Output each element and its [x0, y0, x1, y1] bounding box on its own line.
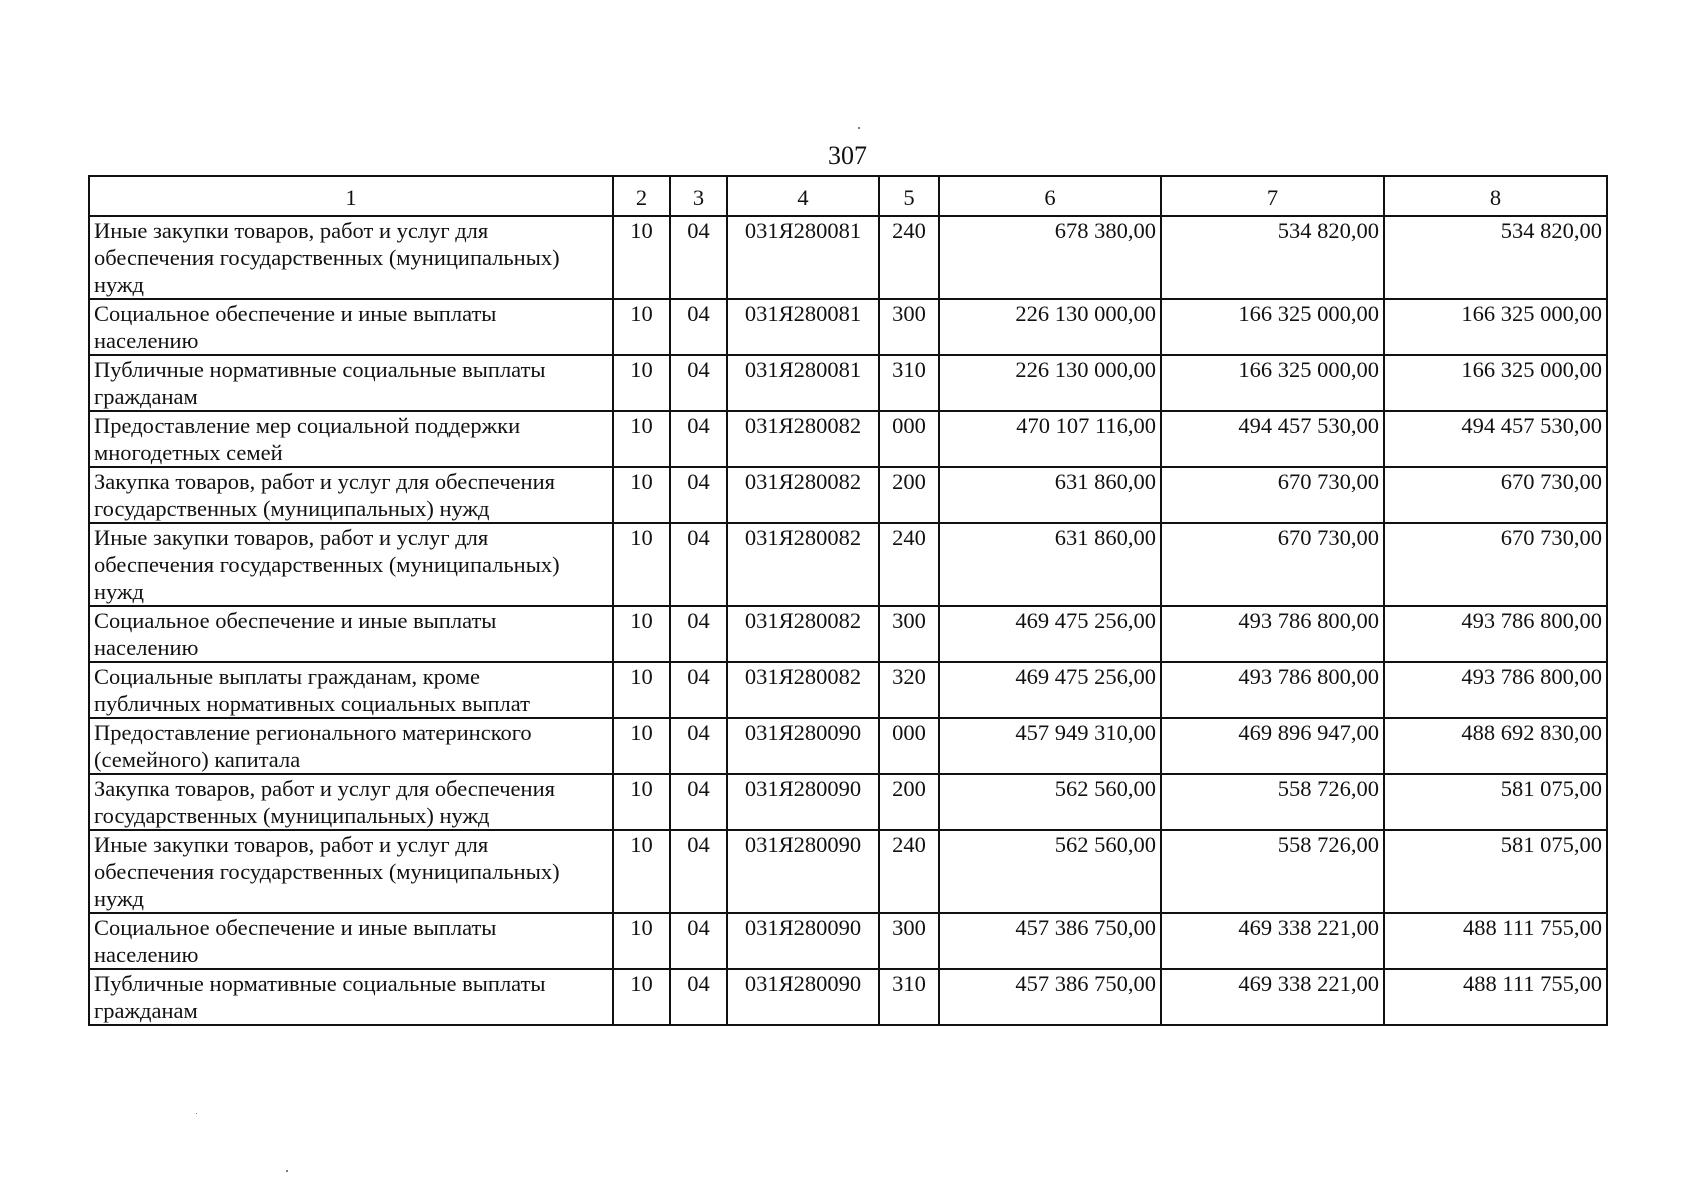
column-number: 6: [939, 176, 1161, 216]
table-row: [89, 718, 1607, 774]
amount-col6: 457 949 310,00: [939, 718, 1161, 774]
amount-col7: 469 338 221,00: [1161, 969, 1384, 1025]
scan-speck: [858, 127, 860, 129]
row-name: Предоставление регионального материнского (семейного) капитала: [89, 718, 613, 774]
amount-col7: 469 896 947,00: [1161, 718, 1384, 774]
row-name: Социальное обеспечение и иные выплаты населению: [89, 913, 613, 969]
expense-type-code: 320: [879, 662, 939, 718]
amount-col7: 558 726,00: [1161, 774, 1384, 830]
section-code: 10: [613, 523, 670, 606]
row-name: Закупка товаров, работ и услуг для обеспечения государственных (муниципальных) нужд: [89, 467, 613, 523]
row-name: Иные закупки товаров, работ и услуг для обеспечения государственных (муниципальных) нужд: [89, 830, 613, 913]
column-number: 3: [670, 176, 727, 216]
amount-col8: 670 730,00: [1384, 467, 1607, 523]
expense-type-code: 240: [879, 830, 939, 913]
table-row: [89, 662, 1607, 718]
amount-col8: 166 325 000,00: [1384, 355, 1607, 411]
column-number: 7: [1161, 176, 1384, 216]
expense-type-code: 300: [879, 913, 939, 969]
section-code: 10: [613, 355, 670, 411]
table-row: [89, 299, 1607, 355]
amount-col8: 581 075,00: [1384, 830, 1607, 913]
row-name: Публичные нормативные социальные выплаты гражданам: [89, 969, 613, 1025]
target-article-code: 031Я280090: [727, 830, 879, 913]
column-number: 1: [89, 176, 613, 216]
amount-col8: 494 457 530,00: [1384, 411, 1607, 467]
column-number: 5: [879, 176, 939, 216]
amount-col7: 493 786 800,00: [1161, 662, 1384, 718]
section-code: 10: [613, 913, 670, 969]
amount-col6: 457 386 750,00: [939, 969, 1161, 1025]
subsection-code: 04: [670, 774, 727, 830]
section-code: 10: [613, 830, 670, 913]
amount-col7: 558 726,00: [1161, 830, 1384, 913]
subsection-code: 04: [670, 299, 727, 355]
amount-col6: 457 386 750,00: [939, 913, 1161, 969]
table-row: [89, 523, 1607, 606]
row-name: Социальные выплаты гражданам, кроме публичных нормативных социальных выплат: [89, 662, 613, 718]
scan-speck: [286, 1170, 288, 1172]
table-row: [89, 830, 1607, 913]
subsection-code: 04: [670, 913, 727, 969]
budget-table: [88, 175, 1608, 1026]
section-code: 10: [613, 216, 670, 299]
target-article-code: 031Я280090: [727, 969, 879, 1025]
expense-type-code: 200: [879, 774, 939, 830]
amount-col6: 226 130 000,00: [939, 355, 1161, 411]
amount-col6: 226 130 000,00: [939, 299, 1161, 355]
expense-type-code: 310: [879, 969, 939, 1025]
amount-col8: 166 325 000,00: [1384, 299, 1607, 355]
amount-col7: 493 786 800,00: [1161, 606, 1384, 662]
section-code: 10: [613, 969, 670, 1025]
target-article-code: 031Я280082: [727, 467, 879, 523]
row-name: Предоставление мер социальной поддержки многодетных семей: [89, 411, 613, 467]
scan-speck: [196, 1113, 197, 1114]
column-number-row: [89, 176, 1607, 216]
expense-type-code: 310: [879, 355, 939, 411]
row-name: Социальное обеспечение и иные выплаты населению: [89, 606, 613, 662]
row-name: Публичные нормативные социальные выплаты гражданам: [89, 355, 613, 411]
amount-col7: 166 325 000,00: [1161, 355, 1384, 411]
amount-col8: 493 786 800,00: [1384, 662, 1607, 718]
subsection-code: 04: [670, 969, 727, 1025]
column-number: 8: [1384, 176, 1607, 216]
table-row: [89, 216, 1607, 299]
expense-type-code: 240: [879, 216, 939, 299]
amount-col7: 166 325 000,00: [1161, 299, 1384, 355]
amount-col6: 469 475 256,00: [939, 662, 1161, 718]
column-number: 4: [727, 176, 879, 216]
subsection-code: 04: [670, 718, 727, 774]
subsection-code: 04: [670, 523, 727, 606]
subsection-code: 04: [670, 662, 727, 718]
amount-col8: 670 730,00: [1384, 523, 1607, 606]
amount-col6: 631 860,00: [939, 523, 1161, 606]
page-number: 307: [828, 141, 867, 170]
expense-type-code: 300: [879, 606, 939, 662]
row-name: Закупка товаров, работ и услуг для обеспечения государственных (муниципальных) нужд: [89, 774, 613, 830]
amount-col7: 670 730,00: [1161, 467, 1384, 523]
amount-col8: 534 820,00: [1384, 216, 1607, 299]
target-article-code: 031Я280082: [727, 662, 879, 718]
row-name: Иные закупки товаров, работ и услуг для обеспечения государственных (муниципальных) нужд: [89, 523, 613, 606]
section-code: 10: [613, 299, 670, 355]
target-article-code: 031Я280090: [727, 774, 879, 830]
amount-col8: 488 111 755,00: [1384, 913, 1607, 969]
subsection-code: 04: [670, 216, 727, 299]
section-code: 10: [613, 467, 670, 523]
column-number: 2: [613, 176, 670, 216]
target-article-code: 031Я280082: [727, 411, 879, 467]
amount-col7: 494 457 530,00: [1161, 411, 1384, 467]
target-article-code: 031Я280081: [727, 355, 879, 411]
section-code: 10: [613, 662, 670, 718]
table-row: [89, 606, 1607, 662]
amount-col6: 470 107 116,00: [939, 411, 1161, 467]
subsection-code: 04: [670, 355, 727, 411]
expense-type-code: 000: [879, 411, 939, 467]
subsection-code: 04: [670, 467, 727, 523]
section-code: 10: [613, 774, 670, 830]
section-code: 10: [613, 718, 670, 774]
amount-col7: 670 730,00: [1161, 523, 1384, 606]
expense-type-code: 000: [879, 718, 939, 774]
section-code: 10: [613, 606, 670, 662]
amount-col7: 469 338 221,00: [1161, 913, 1384, 969]
amount-col8: 488 692 830,00: [1384, 718, 1607, 774]
amount-col6: 469 475 256,00: [939, 606, 1161, 662]
table-body: [89, 216, 1607, 1025]
target-article-code: 031Я280090: [727, 718, 879, 774]
subsection-code: 04: [670, 411, 727, 467]
table-row: [89, 411, 1607, 467]
amount-col7: 534 820,00: [1161, 216, 1384, 299]
row-name: Социальное обеспечение и иные выплаты населению: [89, 299, 613, 355]
table-row: [89, 467, 1607, 523]
table-row: [89, 774, 1607, 830]
amount-col8: 488 111 755,00: [1384, 969, 1607, 1025]
section-code: 10: [613, 411, 670, 467]
subsection-code: 04: [670, 830, 727, 913]
subsection-code: 04: [670, 606, 727, 662]
expense-type-code: 240: [879, 523, 939, 606]
amount-col6: 562 560,00: [939, 830, 1161, 913]
amount-col6: 631 860,00: [939, 467, 1161, 523]
expense-type-code: 300: [879, 299, 939, 355]
target-article-code: 031Я280082: [727, 606, 879, 662]
amount-col6: 678 380,00: [939, 216, 1161, 299]
amount-col8: 581 075,00: [1384, 774, 1607, 830]
target-article-code: 031Я280090: [727, 913, 879, 969]
table-row: [89, 969, 1607, 1025]
table-row: [89, 913, 1607, 969]
target-article-code: 031Я280081: [727, 299, 879, 355]
row-name: Иные закупки товаров, работ и услуг для обеспечения государственных (муниципальных) нужд: [89, 216, 613, 299]
target-article-code: 031Я280081: [727, 216, 879, 299]
expense-type-code: 200: [879, 467, 939, 523]
amount-col8: 493 786 800,00: [1384, 606, 1607, 662]
target-article-code: 031Я280082: [727, 523, 879, 606]
amount-col6: 562 560,00: [939, 774, 1161, 830]
table-row: [89, 355, 1607, 411]
